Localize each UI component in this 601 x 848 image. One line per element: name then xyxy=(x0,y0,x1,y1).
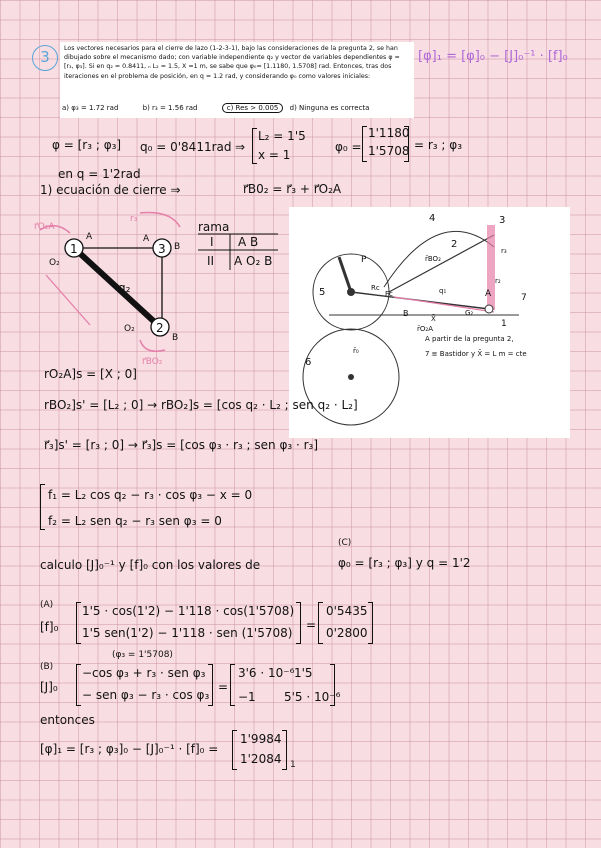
label-B1: B xyxy=(174,242,181,252)
implies-arrow: ⇒ xyxy=(235,140,246,154)
node-3: 3 xyxy=(158,242,166,256)
option-a: a) φ₃ = 1.72 rad xyxy=(62,104,119,112)
label-A: (A) xyxy=(40,600,54,610)
photo-note-1: A partir de la pregunta 2, xyxy=(425,335,514,343)
f0-row1: 1'5 · cos(1'2) − 1'118 · cos(1'5708) xyxy=(82,604,295,618)
vector-ro2a: rO₂A]s = [X ; 0] xyxy=(44,367,137,381)
label-O2-2: O₂ xyxy=(124,324,135,334)
photo-label-B: B xyxy=(403,309,409,318)
final-subscript: 1 xyxy=(290,760,296,770)
rama-title: rama xyxy=(198,220,230,234)
phi0-r3: 1'1180 xyxy=(368,126,410,140)
photo-label-4: 4 xyxy=(429,213,436,224)
rama-row1-val: A B xyxy=(238,235,259,249)
f0-bracket-left xyxy=(76,602,81,644)
photo-label-1: 1 xyxy=(501,319,507,329)
equation-f1: f₁ = L₂ cos q₂ − r₃ · cos φ₃ − x = 0 xyxy=(48,488,253,502)
f0-vals-bracket-right xyxy=(368,602,373,644)
photo-label-3: 3 xyxy=(499,215,506,226)
entonces-label: entonces xyxy=(40,713,95,727)
vector-r3: r⃗₃]s' = [r₃ ; 0] → r⃗₃]s = [cos φ₃ · r₃ ; sen φ₃ · r₃] xyxy=(44,438,319,452)
label-O2-1: O₂ xyxy=(49,258,60,268)
phi-definition: φ = [r₃ ; φ₃] xyxy=(52,138,122,152)
photo-label-2: 2 xyxy=(451,239,458,250)
f0-label: [f]₀ xyxy=(40,620,59,634)
header-formula: [φ]₁ = [φ]₀ − [J]₀⁻¹ · [f]₀ xyxy=(418,49,568,64)
label-A2: A xyxy=(143,234,150,244)
f0-equals: = xyxy=(306,618,317,632)
given-x: x = 1 xyxy=(258,148,291,162)
photo-label-Rc: Rc xyxy=(371,284,380,292)
final-r3: 1'9984 xyxy=(240,732,282,746)
f0-vals-bracket-left xyxy=(318,602,323,644)
final-lhs: [φ]₁ = [r₃ ; φ₃]₀ − [J]₀⁻¹ · [f]₀ = xyxy=(40,742,219,756)
rama-row2-val: A O₂ B xyxy=(234,254,273,268)
at-q-line: en q = 1'2rad xyxy=(58,167,141,181)
rama-row1-id: I xyxy=(210,235,214,249)
photo-label-rbo2: r̄BO₂ xyxy=(425,255,441,263)
phi0-label: φ₀ = xyxy=(335,140,362,154)
photo-label-5: 5 xyxy=(319,287,326,298)
J0-row1: −cos φ₃ + r₃ · sen φ₃ xyxy=(82,666,206,680)
final-bracket-left xyxy=(232,730,237,770)
node-1: 1 xyxy=(70,242,78,256)
rama-row2-id: II xyxy=(207,254,215,268)
given-L2: L₂ = 1'5 xyxy=(258,129,306,143)
final-bracket-right xyxy=(282,730,287,770)
photo-label-Fc: Fc xyxy=(385,290,393,298)
node-2: 2 xyxy=(156,321,164,335)
photo-label-6: 6 xyxy=(305,357,312,368)
J0-val11: 3'6 · 10⁻⁶ xyxy=(238,666,295,680)
J0-val21: −1 xyxy=(238,690,256,704)
photo-label-r2: r₂ xyxy=(495,277,501,285)
J0-vals-bracket-right xyxy=(330,664,335,706)
phi0-phi3: 1'5708 xyxy=(368,144,410,158)
photo-label-A: A xyxy=(485,289,492,299)
label-r3: r₃ xyxy=(130,214,138,224)
phi0-equals: = r₃ ; φ₃ xyxy=(414,138,463,152)
given-brace xyxy=(252,128,257,164)
option-b: b) r₃ = 1.56 rad xyxy=(142,104,198,112)
question-number: 3 xyxy=(32,45,58,71)
system-brace xyxy=(40,484,45,530)
f0-row2: 1'5 sen(1'2) − 1'118 · sen (1'5708) xyxy=(82,626,293,640)
photo-note-2: 7 ≡ Bastidor y X̄ = L m = cte xyxy=(425,350,527,358)
final-phi3: 1'2084 xyxy=(240,752,282,766)
calc-line: calculo [J]₀⁻¹ y [f]₀ con los valores de xyxy=(40,558,261,572)
label-ro2a: r⃗O₂A xyxy=(34,222,55,232)
J0-vals-bracket-left xyxy=(230,664,235,706)
photo-label-G2: G₂ xyxy=(465,309,474,317)
f0-val2: 0'2800 xyxy=(326,626,368,640)
photo-label-X: X̄ xyxy=(431,315,436,323)
J0-bracket-left xyxy=(76,664,81,706)
phi0-bracket-left xyxy=(362,126,367,162)
step1-title: 1) ecuación de cierre ⇒ xyxy=(40,183,181,197)
photo-label-r0: r̄₀ xyxy=(353,347,359,355)
label-B2: B xyxy=(172,333,179,343)
J0-val22: 5'5 · 10⁻⁶ xyxy=(284,690,341,704)
photo-label-P: P xyxy=(361,255,367,265)
equation-f2: f₂ = L₂ sen q₂ − r₃ sen φ₃ = 0 xyxy=(48,514,222,528)
J0-label: [J]₀ xyxy=(40,680,58,694)
J0-val12: 1'5 xyxy=(294,666,313,680)
phi3-note: (φ₃ = 1'5708) xyxy=(112,650,173,660)
phi0-bracket-right xyxy=(404,126,409,162)
photo-label-ro2a: r̄O₂A xyxy=(417,325,433,333)
f0-val1: 0'5435 xyxy=(326,604,368,618)
J0-row2: − sen φ₃ − r₃ · cos φ₃ xyxy=(82,688,210,702)
option-c: c) Res > 0.005 xyxy=(222,103,284,113)
calc-label-C: (C) xyxy=(338,538,352,548)
vector-rbo2: rBO₂]s' = [L₂ ; 0] → rBO₂]s = [cos q₂ · L₂ ; sen q₂ · L₂] xyxy=(44,398,358,412)
J0-bracket-right xyxy=(208,664,213,706)
question-options xyxy=(62,104,391,112)
label-B: (B) xyxy=(40,662,54,672)
photo-label-r3: r₃ xyxy=(501,247,507,255)
closure-equation: r⃗B0₂ = r⃗₃ + r⃗O₂A xyxy=(243,182,342,196)
option-d: d) Ninguna es correcta xyxy=(289,104,370,112)
photo-label-7: 7 xyxy=(521,293,527,303)
J0-equals: = xyxy=(218,680,229,694)
label-q2: q₂ xyxy=(118,281,131,295)
label-A1: A xyxy=(86,232,93,242)
question-text: Los vectores necesarios para el cierre de lazo (1-2-3-1), bajo las consideraciones de la pregunta 2, se han dibujado sobre el mecanismo dado; con variable independiente q₂ y vector de variables dependientes φ = [r₃, φ₃]. Si en q₂ = 0.8411, ₙ L₂ = 1.5, X =1 m, se sabe que φ₀= [1.1180, 1.5708] rad. Entonces, tras dos iteraciones en el problema de posición, en q = 1.2 rad, y considerando φ₀ como valores iniciales: xyxy=(60,42,414,118)
label-rbo2: r⃗BO₂ xyxy=(142,357,163,367)
calc-phi0: φ₀ = [r₃ ; φ₃] y q = 1'2 xyxy=(338,556,471,570)
f0-bracket-right xyxy=(296,602,301,644)
photo-label-q1: q₁ xyxy=(439,287,447,295)
q0-value: q₀ = 0'8411rad xyxy=(140,140,232,154)
